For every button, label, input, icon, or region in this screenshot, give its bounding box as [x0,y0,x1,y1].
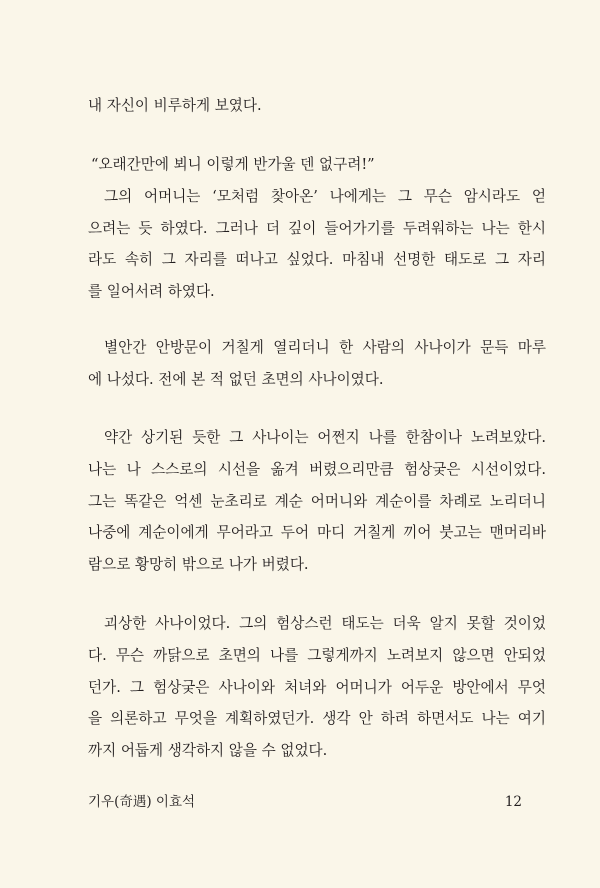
page-footer [88,792,522,812]
text-line: 나중에 계순이에게 무어라고 두어 마디 거칠게 끼어 붓고는 맨머리바 [88,524,546,542]
text-line: 괴상한 사나이었다. 그의 험상스런 태도는 더욱 알지 못할 것이었 [104,615,546,632]
paragraph [88,608,546,767]
paragraph [88,422,546,581]
paragraph [88,149,546,308]
paragraph [88,332,546,396]
text-line: 별안간 안방문이 거칠게 열리더니 한 사람의 사나이가 문득 마루 [104,339,546,356]
text-line: 다. 무슨 까닭으로 초면의 나를 그렇게까지 노려보지 않으면 안되었 [88,646,546,664]
text-line: 던가. 그 험상궂은 사나이와 처녀와 어머니가 어두운 방안에서 무엇 [88,678,546,696]
text-line: 을 의론하고 무엇을 계획하였던가. 생각 안 하려 하면서도 나는 여기 [88,710,546,728]
text-line: 나는 나 스스로의 시선을 옮겨 버렸으리만큼 험상궂은 시선이었다. [88,460,546,478]
dialogue-line: “오래간만에 뵈니 이렇게 반가울 덴 없구려!” [91,156,375,173]
text-line: 약간 상기된 듯한 그 사나이는 어쩐지 나를 한참이나 노려보았다. [104,429,546,446]
text-line: 까지 어둡게 생각하지 않을 수 없었다. [88,742,328,760]
book-title-author: 기우(奇遇) 이효석 [88,794,196,810]
text-line: 라도 속히 그 자리를 떠나고 싶었다. 마침내 선명한 태도로 그 자리 [88,251,546,269]
text-line: 에 나섰다. 전에 본 적 없던 초면의 사나이였다. [88,370,384,388]
text-line: 를 일어서려 하였다. [88,283,215,301]
text-line: 내 자신이 비루하게 보였다. [88,97,262,114]
text-line: 람으로 황망히 밖으로 나가 버렸다. [88,556,309,574]
paragraph [88,90,546,122]
page-number: 12 [504,794,522,810]
text-line: 그의 어머니는 ‘모처럼 찾아온’ 나에게는 그 무슨 암시라도 얻 [104,187,546,205]
text-line: 으려는 듯 하였다. 그러나 더 깊이 들어가기를 두려워하는 나는 한시 [88,219,546,237]
text-line: 그는 똑같은 억센 눈초리로 계순 어머니와 계순이를 차례로 노리더니 [88,492,546,510]
